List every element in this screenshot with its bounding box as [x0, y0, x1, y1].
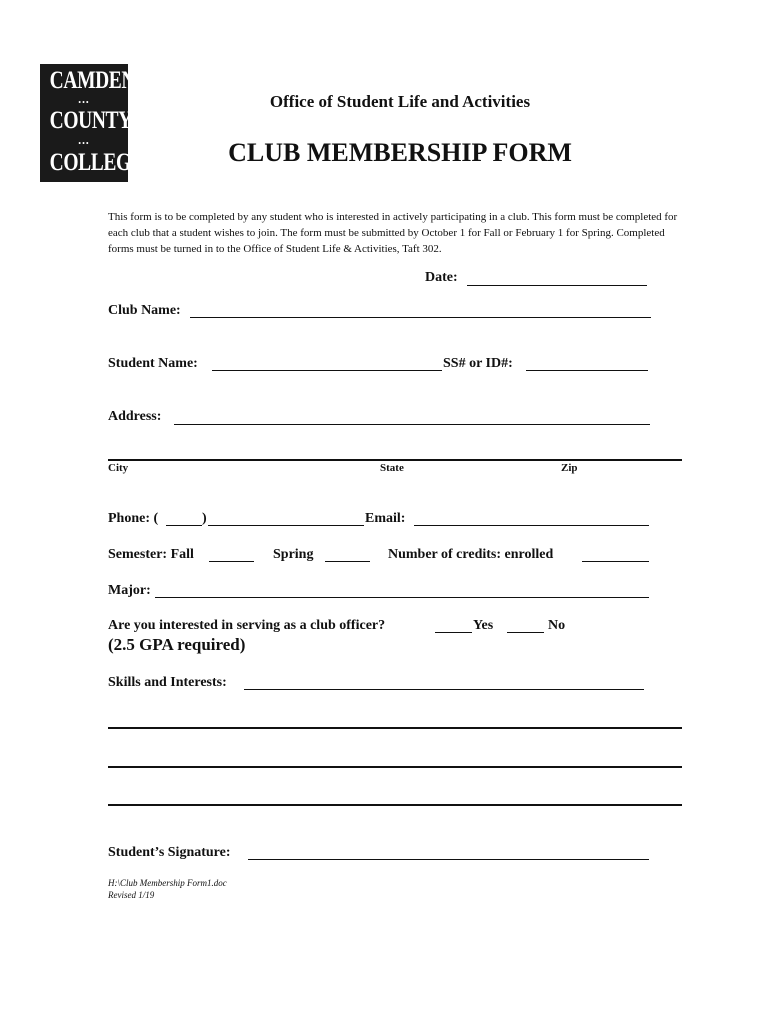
file-path-note: H:\Club Membership Form1.doc: [108, 878, 227, 888]
major-field[interactable]: [155, 597, 649, 598]
instructions-paragraph: This form is to be completed by any student who is interested in actively participating in a club. This form must be completed for each club that a student wishes to join. The form must be submitted by October 1 for Fall or February 1 for Spring. Completed forms must be turned in to the Office of Student Life & Activities, Taft 302.: [108, 211, 678, 255]
skills-line-4[interactable]: [108, 804, 682, 806]
city-label: City: [108, 462, 129, 474]
officer-question: Are you interested in serving as a club officer?: [108, 618, 386, 633]
logo-dots-2: •••: [78, 139, 90, 148]
club-name-field[interactable]: [190, 317, 651, 318]
officer-yes-field[interactable]: [435, 632, 472, 633]
fall-field[interactable]: [209, 561, 254, 562]
officer-no-label: No: [548, 618, 566, 633]
id-label: SS# or ID#:: [443, 356, 513, 371]
skills-label: Skills and Interests:: [108, 675, 227, 690]
gpa-requirement: (2.5 GPA required): [108, 635, 246, 654]
logo-word-camden: CAMDEN: [49, 67, 136, 94]
major-label: Major:: [108, 583, 151, 598]
credits-field[interactable]: [582, 561, 649, 562]
spring-field[interactable]: [325, 561, 370, 562]
address-line2-field[interactable]: [108, 459, 682, 461]
spring-label: Spring: [273, 547, 314, 562]
skills-line-2[interactable]: [108, 727, 682, 729]
phone-area-code-field[interactable]: [166, 525, 202, 526]
date-label: Date:: [425, 270, 458, 285]
email-label: Email:: [365, 511, 406, 526]
signature-label: Student’s Signature:: [108, 845, 231, 860]
address-label: Address:: [108, 409, 162, 424]
semester-fall-label: Semester: Fall: [108, 547, 194, 562]
id-field[interactable]: [526, 370, 648, 371]
officer-no-field[interactable]: [507, 632, 544, 633]
date-field[interactable]: [467, 285, 647, 286]
student-name-label: Student Name:: [108, 356, 198, 371]
state-label: State: [380, 462, 404, 474]
phone-paren-close: ): [202, 511, 207, 526]
signature-field[interactable]: [248, 859, 649, 860]
office-subtitle: Office of Student Life and Activities: [269, 92, 531, 111]
club-name-label: Club Name:: [108, 303, 181, 318]
skills-line-3[interactable]: [108, 766, 682, 768]
logo-word-county: COUNTY: [49, 107, 132, 134]
student-name-field[interactable]: [212, 370, 442, 371]
skills-field[interactable]: [244, 689, 644, 690]
phone-label: Phone: (: [108, 511, 159, 526]
logo-word-college: COLLEGE: [49, 149, 144, 176]
logo-dots-1: •••: [78, 98, 90, 107]
credits-label: Number of credits: enrolled: [388, 547, 554, 562]
form-title: CLUB MEMBERSHIP FORM: [228, 138, 572, 167]
phone-number-field[interactable]: [208, 525, 364, 526]
address-line1-field[interactable]: [174, 424, 650, 425]
officer-yes-label: Yes: [473, 618, 494, 633]
email-field[interactable]: [414, 525, 649, 526]
revision-note: Revised 1/19: [108, 890, 155, 900]
zip-label: Zip: [561, 462, 578, 474]
